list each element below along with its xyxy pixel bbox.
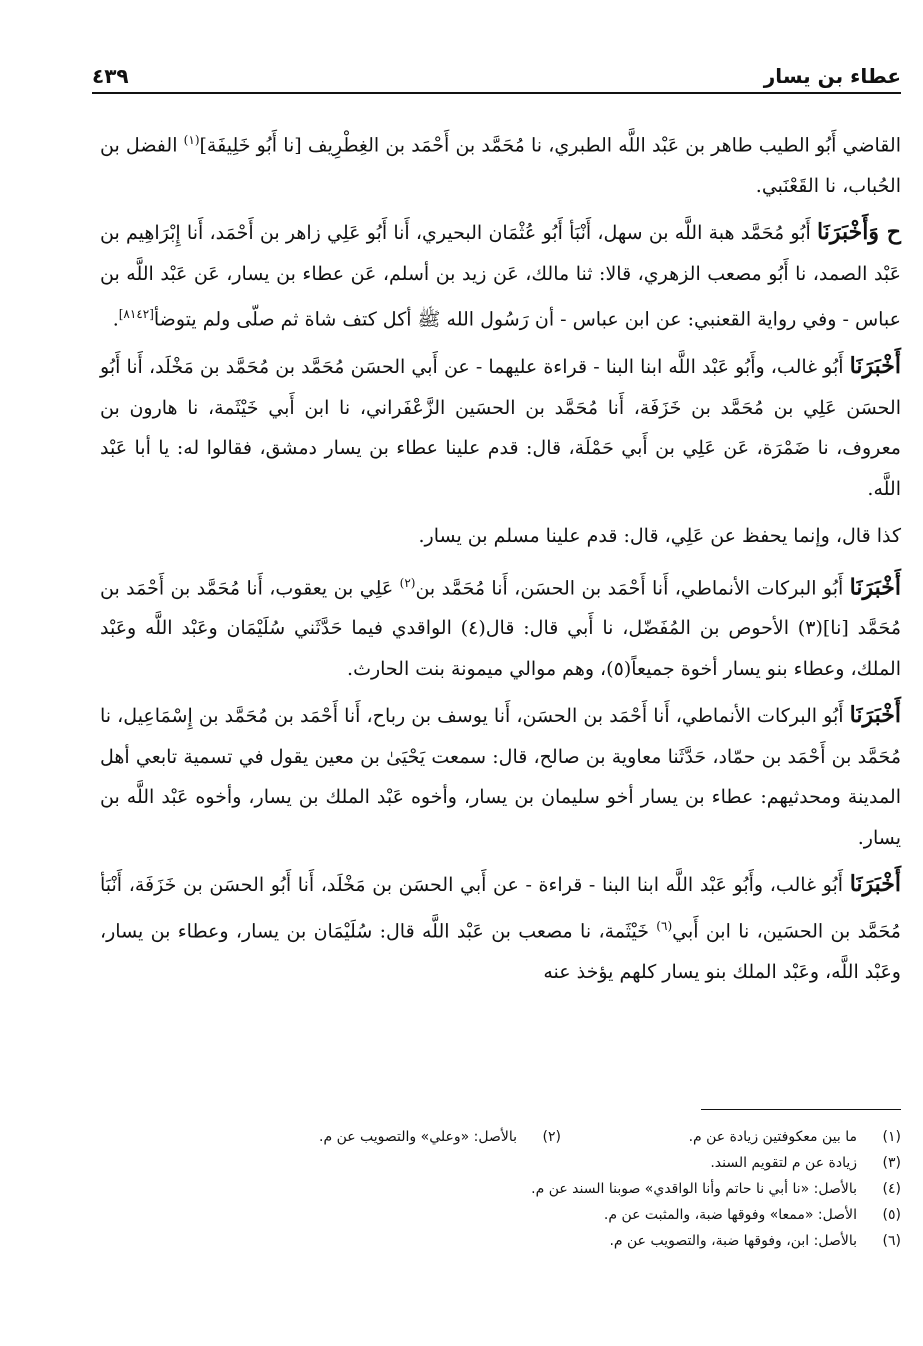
paragraph-lead: أَخْبَرَنَا	[849, 353, 901, 380]
running-title: عطاء بن يسار	[763, 64, 901, 88]
paragraph-5	[100, 563, 901, 690]
paragraph-text: أَبُو غالب، وأَبُو عَبْد اللَّه ابنا البنا - قراءة عليهما - عن أَبي الحسَن مُحَمَّد بن مُحَمَّد بن مَخْلَد، أَنا أَبُو الحسَن عَلِي بن مُحَمَّد بن خَزَفَة، أَنا مُحَمَّد بن الحسَين الزَّعْفَراني، نا ابن أَبي خَيْثَمة، نا هارون بن معروف، نا ضَمْرَة، عَن عَلِي بن أَبي حَمْلَة، قال: قدم علينا عطاء بن يسار دمشق، فقالوا له: يا أبا عَبْد اللَّه.	[100, 356, 901, 500]
footnote-4	[531, 1176, 901, 1202]
paragraph-text-after: .	[112, 308, 119, 331]
footnote-number: (٢)	[542, 1129, 561, 1145]
paragraph-text: كذا قال، وإنما يحفظ عن عَلِي، قال: قدم علينا مسلم بن يسار.	[418, 525, 901, 548]
footnote-text: بالأصل: ابن، وفوقها ضبة، والتصويب عن م.	[609, 1233, 857, 1249]
footnote-number: (٣)	[882, 1155, 901, 1171]
footnote-number: (١)	[882, 1129, 901, 1145]
paragraph-lead: أَخْبَرَنَا	[849, 702, 901, 729]
footnote-ref: (١)	[183, 133, 200, 147]
page-header	[92, 58, 901, 94]
paragraph-1	[100, 120, 901, 206]
footnote-1	[561, 1124, 901, 1150]
page-number: ٤٣٩	[92, 64, 129, 88]
paragraph-text-after: خَيْثَمة، نا مصعب بن عَبْد اللَّه قال: سُلَيْمَان بن يسار، وعطاء بن يسار، وعَبْد اللَّه، وعَبْد الملك بنو يسار كلهم يؤخذ عنه	[100, 920, 901, 983]
hadith-number: [٨١٤٢]	[118, 307, 154, 322]
footnote-number: (٦)	[882, 1233, 901, 1249]
footnote-row	[100, 1176, 901, 1202]
paragraph-text: أَبُو البركات الأنماطي، أَنا أَحْمَد بن الحسَن، أَنا مُحَمَّد بن	[415, 576, 850, 599]
footnote-3	[710, 1150, 901, 1176]
paragraph-text: أَبُو مُحَمَّد هبة اللَّه بن سهل، أَنْبَأ أَبُو عُثْمَان البحيري، أَنا أَبُو عَلِي زاهر بن أَحْمَد، أَنا إِبْرَاهِيم بن عَبْد الصمد، نا أَبُو مصعب الزهري، قالا: ثنا مالك، عَن زيد بن أسلم، عَن عطاء بن يسار، عَن عَبْد اللَّه بن عباس - وفي رواية القعنبي: عن ابن عباس - أن رَسُول الله ﷺ أكل كتف شاة ثم صلّى ولم يتوضأ	[100, 222, 901, 331]
paragraph-text: القاضي أَبُو الطيب طاهر بن عَبْد اللَّه الطبري، نا مُحَمَّد بن أَحْمَد بن الغِطْرِيف [نا أَبُو خَلِيفَة]	[199, 134, 901, 157]
footnote-ref: (٦)	[656, 918, 673, 933]
footnote-number: (٥)	[882, 1207, 901, 1223]
paragraph-text-after: عَلِي بن يعقوب، أَنا مُحَمَّد بن أَحْمَد بن مُحَمَّد [نا](٣) الأحوص بن المُفَضّل، نا أَبي قال: قال(٤) الواقدي فيما حَدَّثَني سُلَيْمَان وعَبْد اللَّه وعَبْد الملك، وعطاء بنو يسار أخوة جميعاً(٥)، وهم موالي ميمونة بنت الحارث.	[100, 576, 901, 680]
paragraph-text: أَبُو غالب، وأَبُو عَبْد اللَّه ابنا البنا - قراءة - عن أَبي الحسَن بن مَخْلَد، أَنا أَبُو الحسَن بن خَزَفَة، أَنْبَأ مُحَمَّد بن الحسَين، نا ابن أَبي	[100, 874, 901, 943]
footnote-divider	[701, 1109, 901, 1110]
paragraph-6	[100, 695, 901, 858]
footnote-text: الأصل: «ممعا» وفوقها ضبة، والمثبت عن م.	[603, 1207, 857, 1223]
footnote-row	[100, 1124, 901, 1150]
footnote-row	[100, 1228, 901, 1254]
footnotes	[100, 1124, 901, 1254]
paragraph-2	[100, 212, 901, 340]
footnote-text: بالأصل: «وعلي» والتصويب عن م.	[319, 1129, 517, 1145]
footnote-5	[604, 1202, 901, 1228]
footnote-ref: (٢)	[399, 575, 416, 590]
paragraph-text: أَبُو البركات الأنماطي، أَنا أَحْمَد بن الحسَن، أَنا يوسف بن رباح، أَنا أَحْمَد بن مُحَمَّد بن إِسْمَاعِيل، نا مُحَمَّد بن أَحْمَد بن حمّاد، حَدَّثَنا معاوية بن صالح، قال: سمعت يَحْيَىٰ بن معين يقول في تسمية تابعي أهل المدينة ومحدثيهم: عطاء بن يسار أخو سليمان بن يسار، وأخوه عَبْد الملك بن يسار، وأخوه عَبْد اللَّه بن يسار.	[100, 705, 901, 849]
paragraph-text-after: الفضل بن الحُباب، نا القَعْنَبي.	[100, 134, 901, 197]
footnote-text: زيادة عن م لتقويم السند.	[710, 1155, 857, 1171]
paragraph-7	[100, 864, 901, 992]
footnote-6	[609, 1228, 901, 1254]
footnote-2	[221, 1124, 561, 1150]
footnote-number: (٤)	[882, 1181, 901, 1197]
paragraph-3	[100, 346, 901, 509]
footnote-text: ما بين معكوفتين زيادة عن م.	[688, 1129, 857, 1145]
main-text	[100, 120, 901, 998]
paragraph-lead: أَخْبَرَنَا	[849, 871, 902, 898]
footnote-text: بالأصل: «نا أبي نا حاتم وأنا الواقدي» صوبنا السند عن م.	[531, 1181, 857, 1197]
paragraph-lead: ح وَأَخْبَرَنَا	[817, 219, 901, 246]
paragraph-4	[100, 515, 901, 557]
footnote-row	[100, 1202, 901, 1228]
footnote-row	[100, 1150, 901, 1176]
paragraph-lead: أَخْبَرَنَا	[849, 573, 901, 600]
